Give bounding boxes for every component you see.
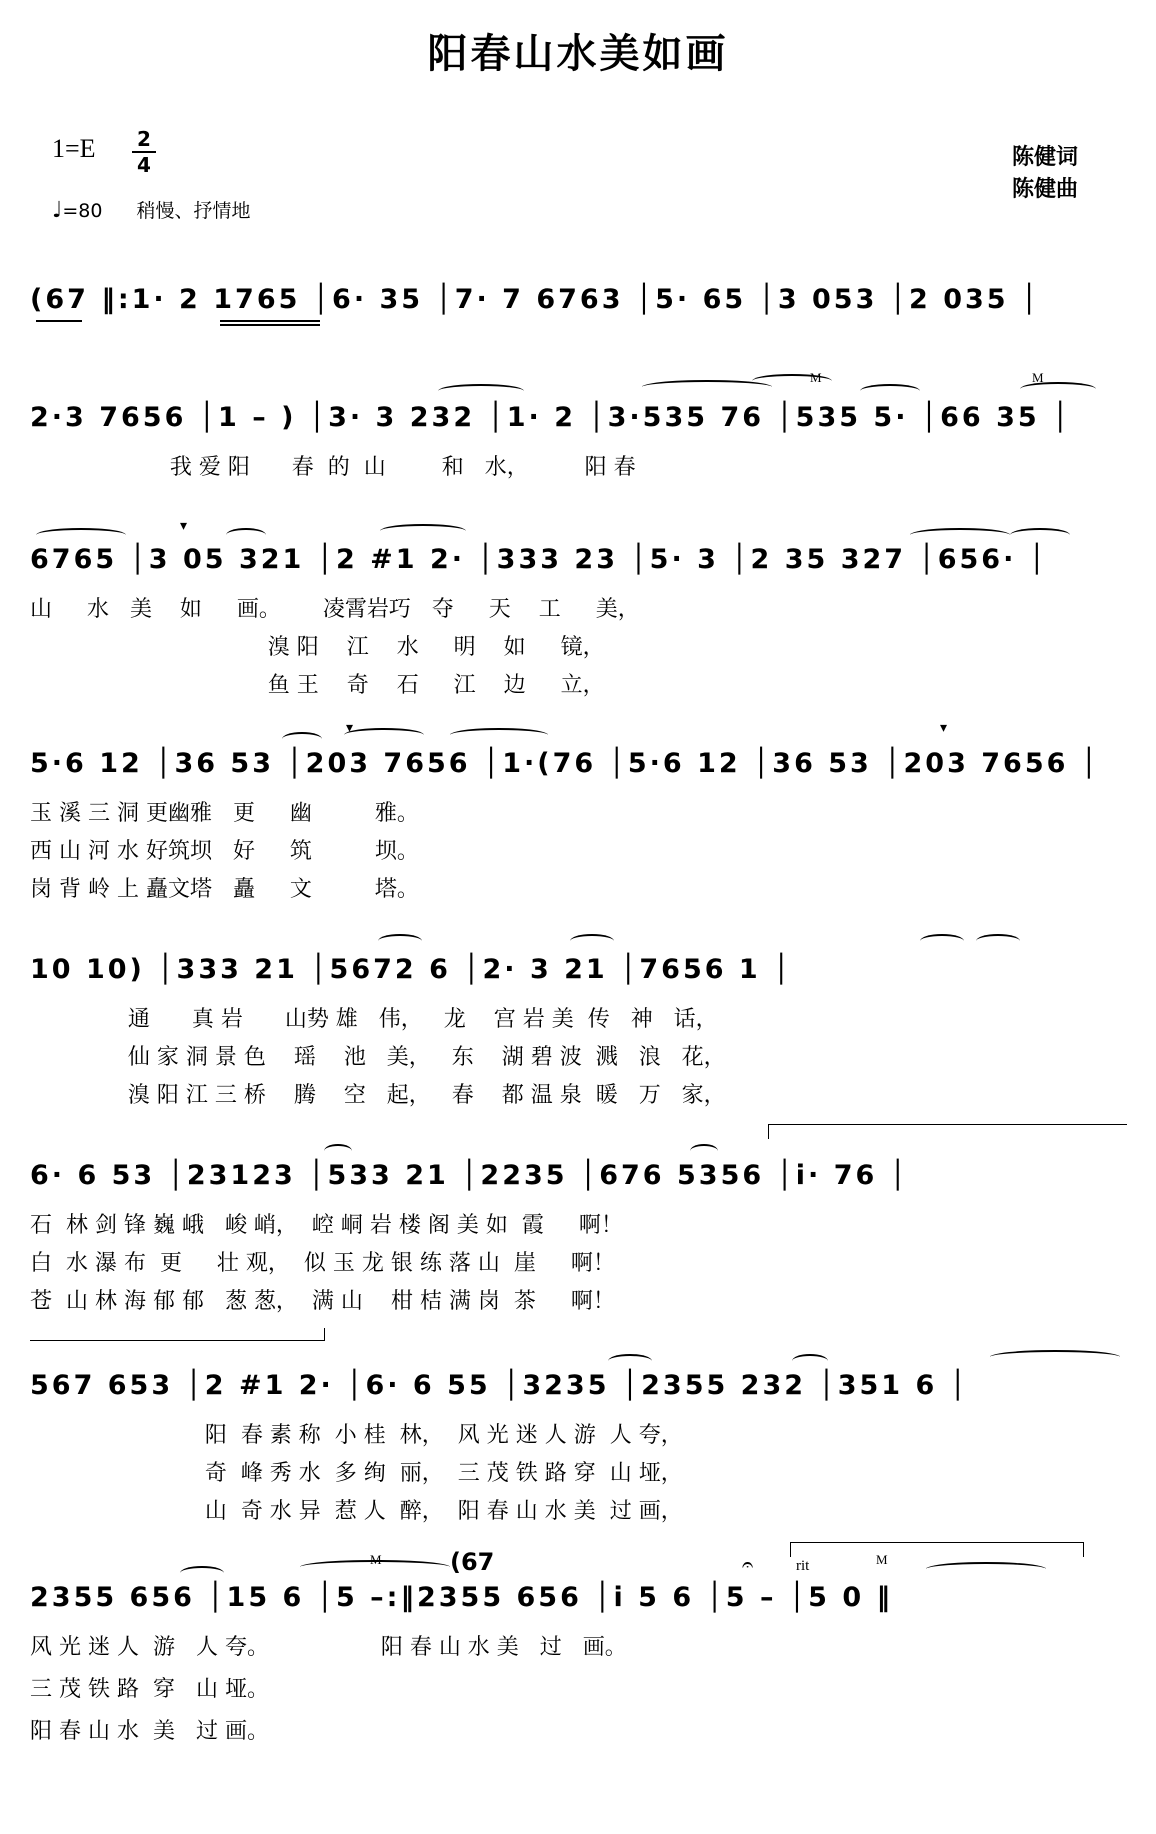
notation-line: 567 653 │2 #1 2· │6· 6 55 │3235 │2355 232 │351 6 │ [30, 1370, 969, 1401]
lyric-line-3: 阳 春 山 水 美 过 画。 [30, 1719, 269, 1744]
slur [180, 1566, 224, 1580]
lyricist: 陈健词 [1012, 145, 1079, 170]
tempo-description: 稍慢、抒情地 [136, 200, 251, 222]
lyric-line-3: 山 奇 水 异 惹 人 醉， 阳 春 山 水 美 过 画， [30, 1499, 683, 1524]
tempo-marking [52, 196, 251, 223]
volta-bracket [768, 1124, 1127, 1139]
slur [380, 524, 466, 538]
lyric-line-1: 我 爱 阳 春 的 山 和 水， 阳 春 [30, 455, 636, 480]
slur [378, 934, 422, 948]
ritardando-mark: rit [796, 1558, 810, 1574]
time-signature [132, 128, 156, 176]
beam [220, 324, 320, 326]
slur [324, 1144, 352, 1158]
key-signature: 1=E [52, 134, 96, 163]
lyric-line-1: 阳 春 素 称 小 桂 林， 风 光 迷 人 游 人 夸， [30, 1423, 683, 1448]
slur [792, 1354, 828, 1368]
volta-bracket-2 [790, 1542, 1084, 1557]
lyric-line-3: 岗 背 岭 上 矗文塔 矗 文 塔。 [30, 877, 419, 902]
accent-mark: ▾ [346, 721, 354, 736]
slur [690, 1144, 718, 1158]
lyric-line-1: 石 林 剑 锋 巍 峨 峻 峭， 崆 峒 岩 楼 阁 美 如 霞 啊！ [30, 1213, 623, 1238]
lyric-line-1: 玉 溪 三 洞 更幽雅 更 幽 雅。 [30, 801, 419, 826]
notation-line: 10 10) │333 21 │5672 6 │2· 3 21 │7656 1 │ [30, 954, 793, 985]
notation-line: (67 ‖:1· 2 1765 │6· 35 │7· 7 6763 │5· 65 │3 053 │2 035 │ [30, 284, 1041, 315]
lyric-line-2: 溴 阳 江 水 明 如 镜， [30, 635, 605, 660]
slur [344, 728, 424, 742]
beam [36, 320, 82, 322]
lyric-line-1: 风 光 迷 人 游 人 夸。 阳 春 山 水 美 过 画。 [30, 1635, 627, 1660]
lyric-line-1: 通 真 岩 山势 雄 伟， 龙 宫 岩 美 传 神 话， [30, 1007, 718, 1032]
slur [438, 384, 524, 398]
composer: 陈健曲 [1012, 177, 1079, 202]
lyric-line-3: 溴 阳 江 三 桥 腾 空 起， 春 都 温 泉 暖 万 家， [30, 1083, 726, 1108]
slur [860, 384, 920, 398]
mordent-mark: M [876, 1552, 888, 1567]
lyric-line-2: 奇 峰 秀 水 多 绚 丽， 三 茂 铁 路 穿 山 垭， [30, 1461, 683, 1486]
mordent-mark: M [810, 370, 822, 385]
fermata-mark: 𝄐 [742, 1552, 754, 1576]
lyric-line-2: 西 山 河 水 好筑坝 好 筑 坝。 [30, 839, 419, 864]
lyric-line-3: 苍 山 林 海 郁 郁 葱 葱， 满 山 柑 桔 满 岗 茶 啊！ [30, 1289, 615, 1314]
accent-mark: ▾ [940, 721, 948, 736]
lyric-line-2: 三 茂 铁 路 穿 山 垭。 [30, 1677, 269, 1702]
notation-line: 2·3 7656 │1 – ) │3· 3 232 │1· 2 │3·535 76 │535 5· │66 35 │ [30, 402, 1072, 433]
lyric-line-1: 山 水 美 如 画。 凌霄岩巧 夺 天 工 美， [30, 597, 640, 622]
slur [282, 732, 322, 746]
slur [920, 934, 964, 948]
lyric-line-2: 白 水 瀑 布 更 壮 观， 似 玉 龙 银 练 落 山 崖 啊！ [30, 1251, 615, 1276]
accent-mark: ▾ [180, 519, 188, 534]
mordent-mark: M [370, 1552, 382, 1567]
slur [450, 728, 548, 742]
slur [570, 934, 614, 948]
pickup-notes: (67 [450, 1548, 495, 1576]
time-signature-bottom: 4 [137, 153, 151, 177]
notation-line: 5·6 12 │36 53 │203 7656 │1·(76 │5·6 12 │36 53 │203 7656 │ [30, 748, 1101, 779]
lyric-line-3: 鱼 王 奇 石 江 边 立， [30, 673, 605, 698]
volta-bracket-end [30, 1328, 325, 1341]
time-signature-top: 2 [137, 127, 151, 151]
beam [220, 320, 320, 322]
slur [226, 528, 266, 542]
slur [990, 1350, 1120, 1364]
credits [1012, 142, 1078, 206]
quarter-note-icon: ♩ [52, 198, 63, 223]
slur [910, 528, 1010, 542]
slur [36, 528, 126, 542]
notation-line: 2355 656 │15 6 │5 –:‖2355 656 │i 5 6 │5 – │5 0 ‖ [30, 1582, 894, 1613]
slur [976, 934, 1020, 948]
slur [1010, 528, 1070, 542]
mordent-mark: M [1032, 370, 1044, 385]
notation-line: 6765 │3 05 321 │2 #1 2· │333 23 │5· 3 │2 35 327 │656· │ [30, 544, 1048, 575]
notation-line: 6· 6 53 │23123 │533 21 │2235 │676 5356 │i· 76 │ [30, 1160, 909, 1191]
tempo-value: =80 [62, 200, 103, 222]
lyric-line-2: 仙 家 洞 景 色 瑶 池 美， 东 湖 碧 波 溅 浪 花， [30, 1045, 726, 1070]
song-title: 阳春山水美如画 [427, 31, 729, 77]
slur [608, 1354, 652, 1368]
slur [926, 1562, 1046, 1576]
